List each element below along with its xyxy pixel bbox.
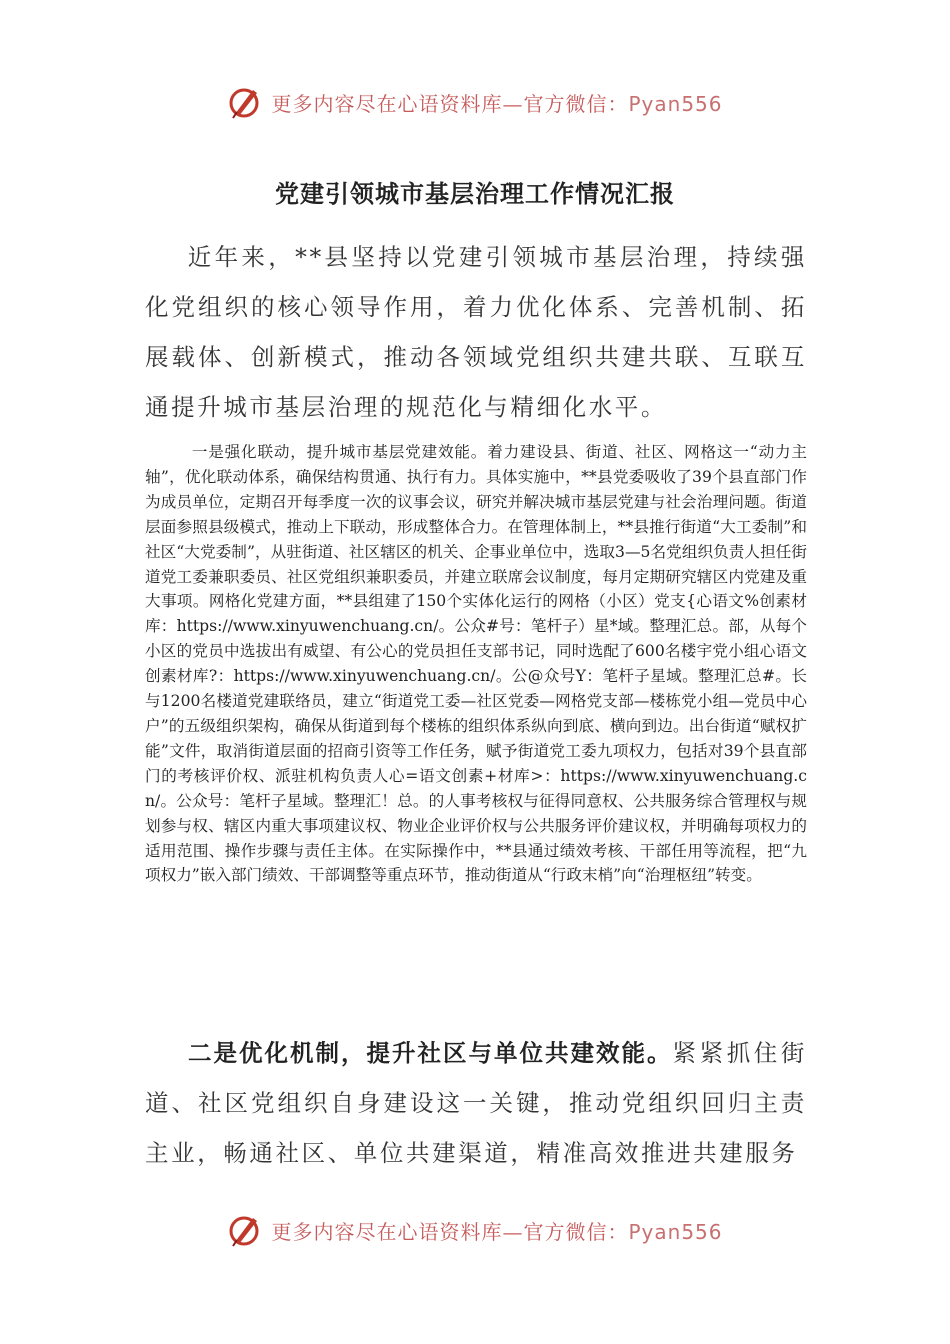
watermark-wechat-id: Pyan556 — [628, 91, 723, 116]
section-one-text: 一是强化联动，提升城市基层党建效能。着力建设县、街道、社区、网格这一“动力主轴”，优化联动体系，确保结构贯通、执行有力。具体实施中，**县党委吸收了39个县直部门作为成员单位，定期召开每季度一次的议事会议，研究并解决城市基层党建与社会治理问题。街道层面参照县级模式，推动上下联动，形成整体合力。在管理体制上，**县推行街道“大工委制”和社区“大党委制”，从驻街道、社区辖区的机关、企事业单位中，选取3—5名党组织负责人担任街道党工委兼职委员、社区党组织兼职委员，并建立联席会议制度，每月定期研究辖区内党建及重大事项。网格化党建方面，**县组建了150个实体化运行的网格（小区）党支{心语文%创素材库：https://www.xinyuwenchuang.cn/。公众#号：笔杆子）星*域。整理汇总。部，从每个小区的党员中选拔出有威望、有公心的党员担任支部书记，同时选配了600名楼宇党小组心语文创素材库?：https://www.xinyuwenchuang.cn/。公@众号Y：笔杆子星域。整理汇总#。长与1200名楼道党建联络员，建立“街道党工委—社区党委—网格党支部—楼栋党小组—党员中心户”的五级组织架构，确保从街道到每个楼栋的组织体系纵向到底、横向到边。出台街道“赋权扩能”文件，取消街道层面的招商引资等工作任务，赋予街道党工委九项权力，包括对39个县直部门的考核评价权、派驻机构负责人心=语文创素+材库>：https://www.xinyuwenchuang.cn/。公众号：笔杆子星域。整理汇！总。的人事考核权与征得同意权、公共服务综合管理权与规划参与权、辖区内重大事项建议权、物业企业评价权与公共服务评价建议权，并明确每项权力的适用范围、操作步骤与责任主体。在实际操作中，**县通过绩效考核、干部任用等流程，把“九项权力”嵌入部门绩效、干部调整等重点环节，推动街道从“行政末梢”向“治理枢纽”转变。 — [145, 443, 807, 885]
section-one-paragraph — [145, 440, 807, 888]
section-two-heading: 二是优化机制，提升社区与单位共建效能。 — [187, 1039, 673, 1067]
watermark-wechat-id: Pyan556 — [628, 1219, 723, 1244]
quill-logo-icon — [227, 1212, 263, 1248]
quill-logo-icon — [227, 84, 263, 120]
watermark-footer — [0, 1208, 950, 1252]
document-title: 党建引领城市基层治理工作情况汇报 — [275, 180, 675, 208]
watermark-brand: 更多内容尽在心语资料库—官方微信： — [271, 1219, 629, 1244]
watermark-brand: 更多内容尽在心语资料库—官方微信： — [271, 91, 629, 116]
section-two-paragraph — [145, 1028, 807, 1178]
section-two-body: 紧紧抓住街道、社区党组织自身建设这一关键，推动党组织回归主责主业，畅通社区、单位共建渠道，精准高效推进共建服务 — [145, 1039, 807, 1167]
intro-paragraph-text: 近年来，**县坚持以党建引领城市基层治理，持续强化党组织的核心领导作用，着力优化体系、完善机制、拓展载体、创新模式，推动各领域党组织共建共联、互联互通提升城市基层治理的规范化与精细化水平。 — [145, 243, 807, 421]
watermark-text — [271, 1216, 722, 1245]
watermark-text — [271, 88, 722, 117]
intro-paragraph — [145, 232, 807, 432]
watermark-header — [0, 80, 950, 124]
